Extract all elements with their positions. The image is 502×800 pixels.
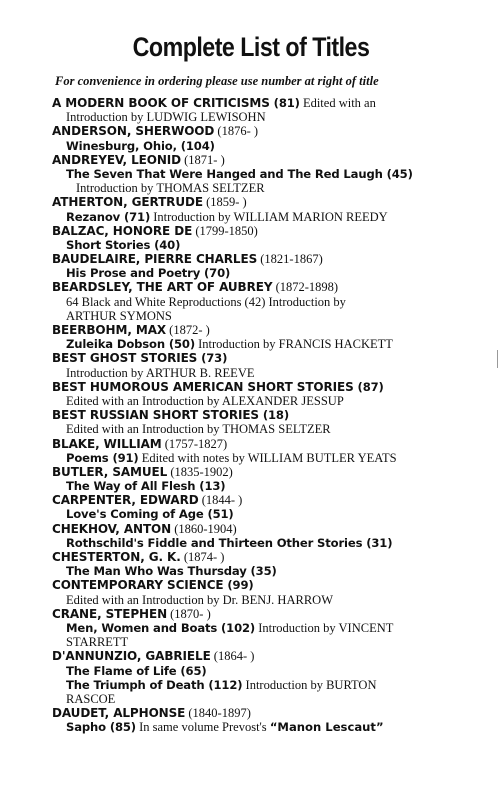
author-dates: (1871- ) (181, 152, 225, 167)
entry-detail (52, 167, 492, 181)
entry-heading (52, 493, 492, 507)
author-dates: (1876- ) (214, 124, 259, 139)
title-number: (87) (353, 379, 384, 394)
author-name: ATHERTON, GERTRUDE (52, 195, 203, 210)
entry-note: Introduction by WILLIAM MARION REEDY (150, 209, 388, 224)
entry-detail (52, 536, 492, 550)
author-name: CONTEMPORARY SCIENCE (52, 578, 224, 593)
list-item (52, 195, 492, 223)
entry-heading (52, 280, 492, 294)
author-name: BEST HUMOROUS AMERICAN SHORT STORIES (52, 379, 354, 394)
author-dates: (1872-1898) (272, 280, 339, 295)
entry-note: Introduction by ARTHUR B. REEVE (66, 365, 255, 380)
list-item (52, 96, 492, 124)
author-name: BALZAC, HONORE DE (52, 223, 193, 238)
list-item (52, 380, 492, 408)
list-item (52, 649, 492, 706)
entry-heading (52, 351, 492, 365)
list-item (52, 706, 492, 734)
book-title: His Prose and Poetry (70) (66, 266, 231, 281)
list-item (52, 437, 492, 465)
entry-note: Edited with an Introduction by THOMAS SELTZER (66, 422, 331, 437)
author-dates: (1757-1827) (161, 436, 228, 451)
entry-note: Introduction by FRANCIS HACKETT (194, 337, 393, 352)
author-name: BEERBOHM, MAX (52, 323, 167, 337)
author-dates: (1840-1897) (185, 706, 251, 721)
entry-heading (52, 465, 492, 479)
title-number: (73) (197, 351, 228, 366)
entry-detail (52, 366, 492, 380)
entry-detail (52, 479, 492, 493)
entry-detail (52, 139, 492, 153)
entry-heading (52, 649, 492, 663)
list-item (52, 493, 492, 521)
page-edge-mark (497, 350, 498, 368)
entry-heading (52, 224, 492, 238)
entry-note: Edited with notes by WILLIAM BUTLER YEATS (138, 450, 397, 465)
author-dates: (1870- ) (167, 606, 211, 621)
book-title: The Man Who Was Thursday (35) (66, 564, 277, 579)
author-name: BLAKE, WILLIAM (52, 436, 162, 451)
book-title: Poems (91) (66, 450, 139, 465)
list-item (52, 124, 492, 152)
author-dates: (1821-1867) (257, 252, 323, 267)
entry-detail (52, 564, 492, 578)
entry-detail (52, 337, 492, 351)
entry-detail (52, 507, 492, 521)
entry-heading (52, 252, 492, 266)
author-name: ANDREYEV, LEONID (52, 152, 182, 167)
author-name: A MODERN BOOK OF CRITICISMS (52, 96, 270, 110)
entry-detail (52, 394, 492, 408)
entry-heading (52, 195, 492, 209)
title-number: (81) (269, 96, 300, 110)
entry-note: Introduction by LUDWIG LEWISOHN (66, 110, 266, 125)
author-dates: (1835-1902) (167, 464, 233, 479)
entry-detail (52, 238, 492, 252)
entry-note: ARTHUR SYMONS (66, 308, 172, 323)
entry-note: Edited with an Introduction by Dr. BENJ. HARROW (66, 592, 333, 607)
entry-detail (52, 181, 492, 195)
book-title: Short Stories (40) (66, 237, 181, 252)
author-name: BEARDSLEY, THE ART OF AUBREY (52, 280, 273, 295)
entry-detail (52, 295, 492, 309)
entry-detail (52, 309, 492, 323)
book-title: The Triumph of Death (112) (66, 677, 243, 692)
entry-detail (52, 266, 492, 280)
page-title: Complete List of Titles (132, 32, 370, 62)
entry-detail (52, 422, 492, 436)
list-item (52, 153, 492, 196)
book-title: Sapho (85) (66, 720, 136, 735)
author-name: CHEKHOV, ANTON (52, 521, 172, 536)
entry-note: Edited with an Introduction by ALEXANDER JESSUP (66, 393, 344, 408)
entry-heading (52, 96, 492, 110)
list-item (52, 408, 492, 436)
list-item (52, 607, 492, 650)
entry-note: Introduction by VINCENT (255, 620, 394, 635)
list-item (52, 578, 492, 606)
author-name: BUTLER, SAMUEL (52, 464, 168, 479)
entry-note: STARRETT (66, 635, 129, 650)
book-title: The Way of All Flesh (13) (66, 479, 226, 494)
entry-heading (52, 522, 492, 536)
title-number: (99) (223, 578, 254, 593)
entry-detail (52, 678, 492, 692)
author-dates: (1844- ) (198, 493, 243, 508)
author-name: BEST GHOST STORIES (52, 351, 198, 366)
entry-note: Edited with an (299, 96, 376, 110)
entry-note: 64 Black and White Reproductions (42) Introduction by (66, 294, 346, 309)
author-dates: (1799-1850) (192, 223, 258, 238)
entry-heading (52, 578, 492, 592)
list-item (52, 522, 492, 550)
entry-detail (52, 593, 492, 607)
book-title: The Flame of Life (65) (66, 663, 207, 678)
quoted-title: “Manon Lescaut” (269, 720, 384, 735)
list-item (52, 224, 492, 252)
title-list (52, 96, 492, 734)
entry-heading (52, 437, 492, 451)
entry-detail (52, 110, 492, 124)
author-dates: (1864- ) (210, 649, 255, 664)
entry-heading (52, 550, 492, 564)
entry-detail (52, 451, 492, 465)
author-name: BEST RUSSIAN SHORT STORIES (52, 408, 259, 423)
list-item (52, 280, 492, 323)
entry-note: Introduction by BURTON (242, 677, 377, 692)
title-number: (18) (258, 408, 290, 423)
entry-detail (52, 664, 492, 678)
entry-detail (52, 621, 492, 635)
list-item (52, 252, 492, 280)
list-item (52, 465, 492, 493)
page-subtitle: For convenience in ordering please use number at right of title (55, 74, 379, 88)
author-name: D'ANNUNZIO, GABRIELE (52, 649, 211, 664)
author-name: CRANE, STEPHEN (52, 606, 168, 621)
entry-note: RASCOE (66, 691, 116, 706)
entry-detail (52, 692, 492, 706)
author-dates: (1872- ) (166, 323, 210, 337)
author-dates: (1874- ) (180, 550, 225, 564)
book-title: The Seven That Were Hanged and The Red Laugh (45) (66, 166, 413, 181)
entry-detail (52, 720, 492, 734)
book-title: Rezanov (71) (66, 209, 151, 224)
author-name: BAUDELAIRE, PIERRE CHARLES (52, 252, 258, 267)
list-item (52, 323, 492, 351)
list-item (52, 351, 492, 379)
author-name: CARPENTER, EDWARD (52, 493, 199, 508)
entry-heading (52, 607, 492, 621)
book-title: Love's Coming of Age (51) (66, 507, 234, 522)
author-dates: (1860-1904) (171, 521, 237, 536)
author-name: DAUDET, ALPHONSE (52, 706, 186, 721)
entry-note: In same volume Prevost's (135, 720, 270, 735)
entry-detail (52, 635, 492, 649)
entry-detail (52, 210, 492, 224)
entry-heading (52, 380, 492, 394)
entry-heading (52, 323, 492, 337)
author-name: CHESTERTON, G. K. (52, 550, 181, 564)
author-name: ANDERSON, SHERWOOD (52, 124, 215, 139)
entry-heading (52, 124, 492, 138)
entry-heading (52, 153, 492, 167)
book-title: Zuleika Dobson (50) (66, 337, 195, 352)
book-title: Winesburg, Ohio, (104) (66, 138, 215, 153)
entry-heading (52, 408, 492, 422)
entry-note: Introduction by THOMAS SELTZER (76, 181, 265, 196)
list-item (52, 550, 492, 578)
entry-heading (52, 706, 492, 720)
author-dates: (1859- ) (202, 195, 247, 210)
book-title: Men, Women and Boats (102) (66, 620, 256, 635)
book-title: Rothschild's Fiddle and Thirteen Other Stories (31) (66, 535, 393, 550)
